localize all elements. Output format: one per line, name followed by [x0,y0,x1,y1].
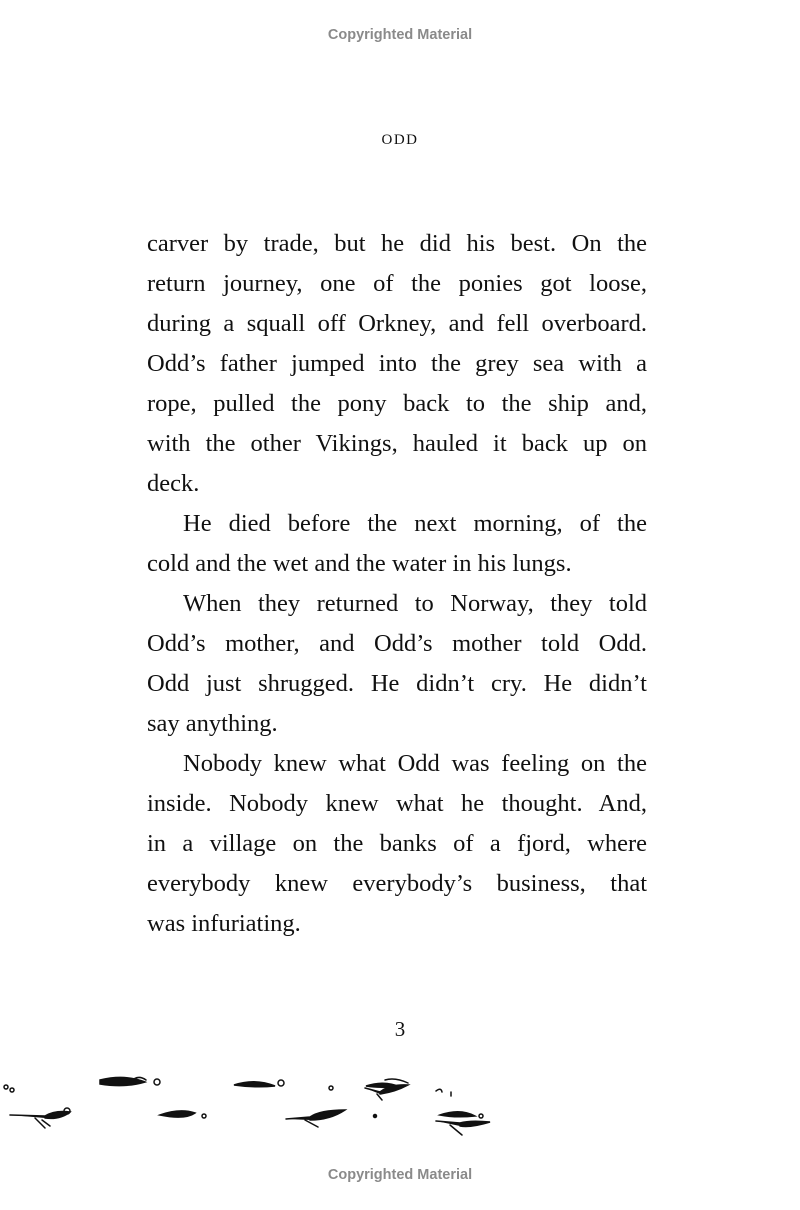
page-number: 3 [394,1017,406,1041]
copyright-watermark-bottom: Copyrighted Material [327,1167,473,1183]
text-line: Nobody knew what Odd was feeling on the [183,750,647,777]
text-line: cold and the wet and the water in his lungs. [147,550,572,577]
running-head: ODD [381,132,419,148]
text-line: everybody knew everybody’s business, that [147,870,647,897]
text-line: Odd just shrugged. He didn’t cry. He didn’t [147,670,647,697]
text-line: with the other Vikings, hauled it back up on [147,430,647,457]
text-line: When they returned to Norway, they told [183,590,647,617]
text-line: Odd’s mother, and Odd’s mother told Odd. [147,630,647,657]
text-line: inside. Nobody knew what he thought. And, [147,790,647,817]
text-line: in a village on the banks of a fjord, where [147,830,647,857]
copyright-watermark-top: Copyrighted Material [327,27,473,43]
body-text [147,224,647,944]
text-line: return journey, one of the ponies got loose, [147,270,647,297]
wave-ornament-decoration [0,1040,800,1150]
text-line: say anything. [147,710,278,737]
text-line: He died before the next morning, of the [183,510,647,537]
text-line: Odd’s father jumped into the grey sea with a [147,350,647,377]
text-line: rope, pulled the pony back to the ship and, [147,390,647,417]
text-line: was infuriating. [147,910,301,937]
text-line: deck. [147,470,200,497]
text-line: during a squall off Orkney, and fell overboard. [147,310,647,337]
text-line: carver by trade, but he did his best. On the [147,230,647,257]
